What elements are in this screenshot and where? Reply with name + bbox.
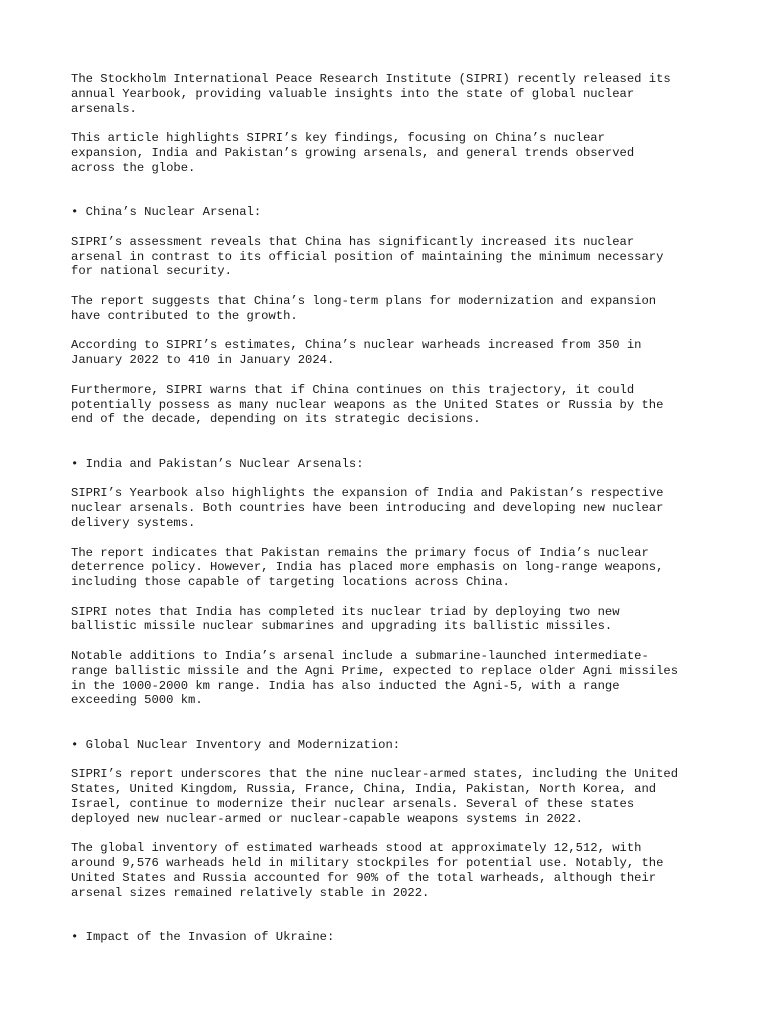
- body-paragraph: The report suggests that China’s long-term plans for modernization and expansion have contributed to the growth.: [71, 293, 657, 323]
- body-paragraph: According to SIPRI’s estimates, China’s nuclear warheads increased from 350 in January 2022 to 410 in January 2024.: [71, 338, 642, 368]
- body-paragraph: Notable additions to India’s arsenal include a submarine-launched intermediate- range ballistic missile and the Agni Prime, expected to replace older Agni missiles in the 1000-2000 km range. India has also inducted the Agni-5, with a range exceeding 5000 km.: [71, 649, 679, 708]
- section-ukraine: [71, 930, 707, 945]
- body-paragraph: SIPRI notes that India has completed its nuclear triad by deploying two new ballistic missile nuclear submarines and upgrading its ballistic missiles.: [71, 604, 620, 634]
- body-paragraph: The global inventory of estimated warheads stood at approximately 12,512, with around 9,576 warheads held in military stockpiles for potential use. Notably, the United States and Russia accounted for 90% of the total warheads, although their arsenal sizes remained relatively stable in 2022.: [71, 841, 664, 900]
- body-paragraph: SIPRI’s Yearbook also highlights the expansion of India and Pakistan’s respective nuclear arsenals. Both countries have been introducing and developing new nuclear delivery systems.: [71, 486, 664, 530]
- section-global-inventory: [71, 738, 707, 901]
- section-heading: • India and Pakistan’s Nuclear Arsenals:: [71, 456, 364, 471]
- body-paragraph: The report indicates that Pakistan remains the primary focus of India’s nuclear deterrence policy. However, India has placed more emphasis on long-range weapons, including those capable of targeting locations across China.: [71, 545, 664, 590]
- body-paragraph: SIPRI’s assessment reveals that China has significantly increased its nuclear arsenal in contrast to its official position of maintaining the minimum necessary for national security.: [71, 234, 664, 279]
- document-body: [71, 72, 707, 960]
- section-spacer: [71, 190, 707, 205]
- section-india-pakistan: [71, 457, 707, 709]
- section-spacer: [71, 915, 707, 930]
- section-china: [71, 205, 707, 427]
- body-paragraph: SIPRI’s report underscores that the nine nuclear-armed states, including the United States, United Kingdom, Russia, France, China, India, Pakistan, North Korea, and Israel, continue to modernize their nuclear arsenals. Several of these states deployed new nuclear-armed or nuclear-capable weapons systems in 2022.: [71, 767, 679, 826]
- section-heading: • Impact of the Invasion of Ukraine:: [71, 930, 335, 945]
- section-spacer: [71, 442, 707, 457]
- section-heading: • China’s Nuclear Arsenal:: [71, 205, 262, 220]
- intro-paragraph: The Stockholm International Peace Research Institute (SIPRI) recently released its annual Yearbook, providing valuable insights into the state of global nuclear arsenals.: [71, 72, 671, 116]
- intro-paragraph: This article highlights SIPRI’s key findings, focusing on China’s nuclear expansion, India and Pakistan’s growing arsenals, and general trends observed across the globe.: [71, 131, 635, 175]
- section-spacer: [71, 723, 707, 738]
- body-paragraph: Furthermore, SIPRI warns that if China continues on this trajectory, it could potentially possess as many nuclear weapons as the United States or Russia by the end of the decade, depending on its strategic decisions.: [71, 382, 664, 427]
- section-heading: • Global Nuclear Inventory and Modernization:: [71, 737, 401, 752]
